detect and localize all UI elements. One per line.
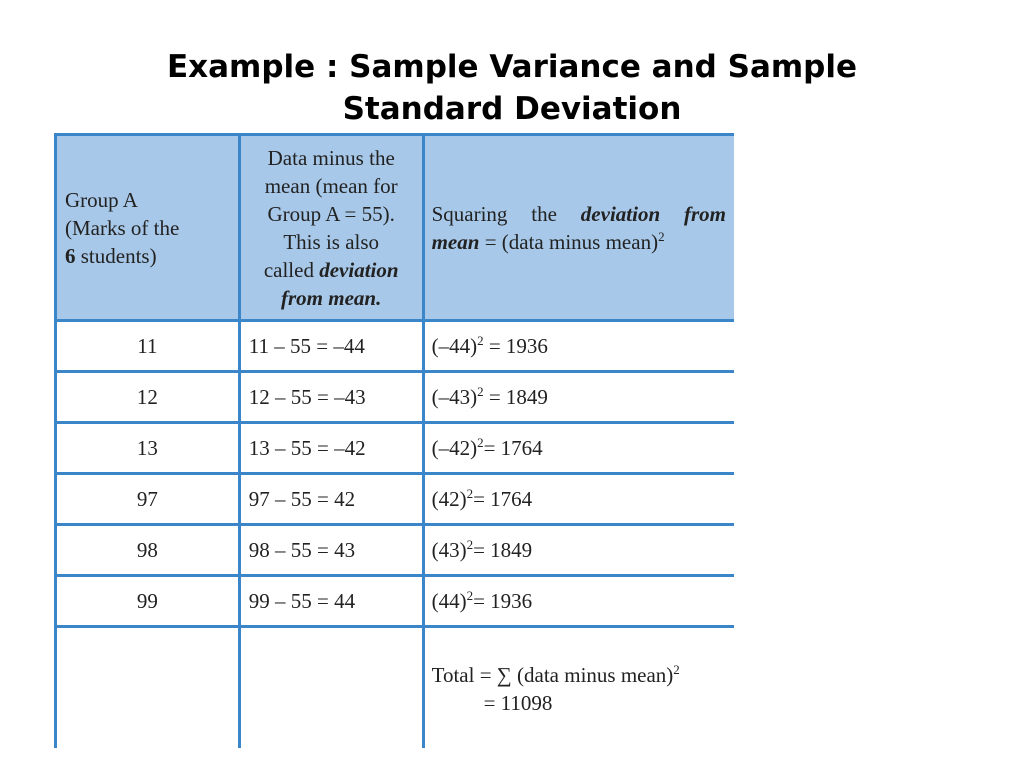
table-row (56, 474, 735, 525)
deviation-cell: 13 – 55 = –42 (239, 423, 423, 474)
deviation-cell: 99 – 55 = 44 (239, 576, 423, 627)
squared-cell: $(42)^2= 1764$ (423, 474, 734, 525)
squared-cell: $(43)^2= 1849$ (423, 525, 734, 576)
mark-cell: 11 (56, 321, 240, 372)
squared-cell: $(-43)^2 = 1849$ (423, 372, 734, 423)
table-row (56, 423, 735, 474)
slide-title (60, 46, 964, 130)
empty-cell (239, 627, 423, 749)
table-row (56, 321, 735, 372)
mark-cell: 97 (56, 474, 240, 525)
total-cell: Total = ∑ (data minus mean)$^2$ = 11098 (423, 627, 734, 749)
table-row (56, 525, 735, 576)
deviation-cell: 97 – 55 = 42 (239, 474, 423, 525)
table-row (56, 372, 735, 423)
header-squared-deviation: Squaring the deviation from mean = (data minus mean)$^2$ (423, 135, 734, 321)
deviation-cell: 98 – 55 = 43 (239, 525, 423, 576)
mark-cell: 98 (56, 525, 240, 576)
table-row (56, 576, 735, 627)
mark-cell: 13 (56, 423, 240, 474)
squared-cell: $(-42)^2= 1764$ (423, 423, 734, 474)
table-container (54, 133, 734, 748)
variance-table (54, 133, 734, 748)
header-deviation: Data minus the mean (mean for Group A = 55). This is also called deviation from mean. (239, 135, 423, 321)
title-line-2: Standard Deviation (342, 91, 682, 127)
header-group-a: Group A (Marks of the 6 students) (56, 135, 240, 321)
mark-cell: 99 (56, 576, 240, 627)
title-line-1: Example : Sample Variance and Sample (166, 49, 858, 85)
deviation-cell: 11 – 55 = –44 (239, 321, 423, 372)
total-row (56, 627, 735, 749)
mark-cell: 12 (56, 372, 240, 423)
deviation-cell: 12 – 55 = –43 (239, 372, 423, 423)
header-row (56, 135, 735, 321)
squared-cell: $(-44)^2 = 1936$ (423, 321, 734, 372)
squared-cell: $(44)^2= 1936$ (423, 576, 734, 627)
empty-cell (56, 627, 240, 749)
